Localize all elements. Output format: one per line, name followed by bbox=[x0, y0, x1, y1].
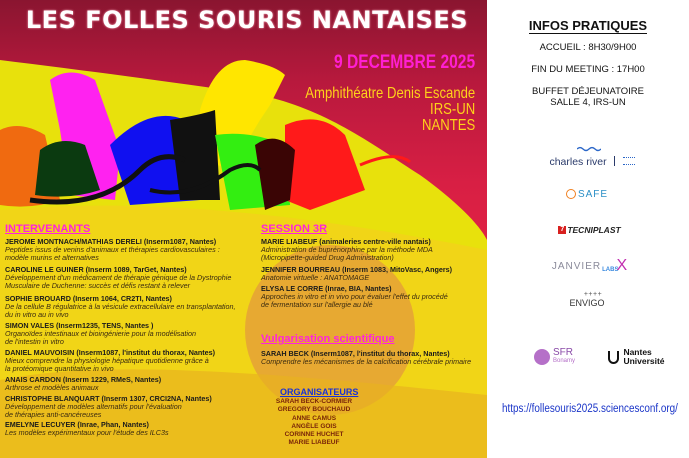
janvier-text: JANVIER bbox=[551, 260, 602, 272]
speaker-topic: modèle murins et alternatives bbox=[5, 253, 99, 263]
info-buffet bbox=[487, 86, 689, 108]
info-accueil: ACCUEIL : 8H30/9H00 bbox=[539, 42, 637, 53]
sfr-bonamy-text: Bonamy bbox=[552, 358, 575, 364]
organiser-name: ANGÈLE GOIS bbox=[291, 422, 337, 430]
logo-safe bbox=[547, 184, 627, 204]
speaker-entry bbox=[5, 238, 220, 263]
organiser-name: CORINNE HUCHET bbox=[284, 431, 344, 439]
speaker-topic: de l'intestin in vitro bbox=[5, 337, 64, 347]
speaker-topic: De la cellule B régulatrice à la vésicule extracellulaire en transplantation, bbox=[5, 302, 236, 312]
speaker-topic: Développement de modèles alternatifs pour l'évaluation bbox=[5, 402, 182, 412]
nantes-logo-icon bbox=[608, 351, 619, 364]
logo-nantes-universite bbox=[599, 345, 674, 369]
organisers-list bbox=[264, 398, 364, 448]
speaker-name: SIMON VALES (Inserm1235, TENS, Nantes ) bbox=[5, 321, 154, 330]
wave-icon bbox=[577, 146, 601, 152]
section-title-intervenants: INTERVENANTS bbox=[5, 223, 91, 235]
speaker-entry bbox=[261, 266, 452, 282]
speaker-topic: la protéomique quantitative in vivo bbox=[5, 364, 114, 374]
speaker-topic: Développement d'un médicament de thérapie génique de la Dystrophie bbox=[5, 273, 232, 283]
logo-envigo bbox=[557, 286, 617, 312]
janvier-x-icon: X bbox=[616, 257, 628, 274]
speaker-topic: Organoïdes intestinaux et bioingénierie pour la modélisation bbox=[5, 329, 196, 339]
speaker-entry bbox=[5, 421, 169, 437]
speaker-name: JEROME MONTNACH/MATHIAS DERELI (Inserm1087, Nantes) bbox=[5, 237, 217, 246]
nantes-text: Nantes bbox=[623, 347, 652, 357]
speaker-topic: Musculaire de Duchenne: succès et défis restant à relever bbox=[5, 281, 190, 291]
envigo-text: ENVIGO bbox=[569, 297, 605, 308]
speaker-topic: Peptides issus de venins d'animaux et thérapies cardiovasculaires : bbox=[5, 245, 220, 255]
speaker-entry bbox=[261, 350, 471, 366]
speaker-entry bbox=[5, 295, 236, 320]
poster-title: LES FOLLES SOURIS NANTAISES bbox=[25, 6, 469, 34]
venue-line: NANTES bbox=[421, 117, 475, 134]
charles-river-text: charles river bbox=[549, 156, 607, 168]
mice-illustration bbox=[0, 50, 487, 230]
speaker-entry bbox=[5, 322, 196, 347]
speaker-name: CHRISTOPHE BLANQUART (Inserm 1307, CRCI2NA, Nantes) bbox=[5, 394, 212, 403]
info-panel bbox=[487, 0, 689, 458]
tecniplast-icon: 7 bbox=[558, 226, 566, 234]
logo-janvier-labs bbox=[547, 255, 632, 277]
speaker-topic: du in vitro au in vivo bbox=[5, 310, 69, 320]
speaker-name: DANIEL MAUVOISIN (Inserm1087, l'institut du thorax, Nantes) bbox=[5, 348, 216, 357]
logo-sfr-bonamy bbox=[527, 345, 582, 369]
speaker-topic: (Micropipette-guided Drug Administration) bbox=[261, 253, 394, 263]
speaker-topic: Comprendre les mécanismes de la calcification cérébrale primaire bbox=[261, 357, 472, 367]
speaker-entry bbox=[5, 376, 161, 392]
speaker-topic: Les modèles expérimentaux pour l'étude des ILC3s bbox=[5, 428, 169, 438]
universite-text: Université bbox=[623, 356, 665, 366]
organiser-name: ANNE CAMUS bbox=[291, 414, 337, 422]
speaker-topic: de fermentation sur l'allergie au blé bbox=[261, 300, 373, 310]
speaker-name: JENNIFER BOURREAU (Inserm 1083, MitoVasc, Angers) bbox=[261, 265, 453, 274]
speaker-name: CAROLINE LE GUINER (Inserm 1089, TarGet, Nantes) bbox=[5, 265, 187, 274]
speaker-topic: Anatomie virtuelle : ANATOMAGE bbox=[261, 273, 370, 283]
section-title-organisateurs: ORGANISATEURS bbox=[280, 387, 359, 397]
sfr-text: SFR bbox=[552, 347, 573, 358]
speaker-name: EMELYNE LECUYER (Inrae, Phan, Nantes) bbox=[5, 420, 149, 429]
envigo-plus-icon: ++++ bbox=[583, 290, 603, 298]
speaker-topic: Mieux comprendre la physiologie hépatique quotidienne grâce à bbox=[5, 356, 209, 366]
safe-circle-icon bbox=[566, 189, 576, 199]
info-title-text: INFOS PRATIQUES bbox=[528, 18, 648, 33]
speaker-topic: Administration de buprénorphine par la méthode MDA bbox=[261, 245, 433, 255]
organiser-name: GREGORY BOUCHAUD bbox=[277, 406, 351, 414]
speaker-topic: Arthrose et modèles animaux bbox=[5, 383, 99, 393]
speaker-name: ANAIS CARDON (Inserm 1229, RMeS, Nantes) bbox=[5, 375, 162, 384]
logo-charles-river bbox=[537, 148, 647, 174]
tecniplast-text: TECNIPLAST bbox=[567, 225, 621, 235]
speaker-entry bbox=[5, 266, 231, 291]
speaker-topic: de thérapies anti-cancéreuses bbox=[5, 410, 102, 420]
speaker-name: SARAH BECK (Inserm1087, l'institut du thorax, Nantes) bbox=[261, 349, 450, 358]
sfr-globe-icon bbox=[534, 349, 550, 365]
conference-url-link[interactable]: https://follesouris2025.sciencesconf.org/ bbox=[502, 403, 678, 415]
organiser-name: MARIE LIABEUF bbox=[288, 439, 340, 447]
event-date: 9 DECEMBRE 2025 bbox=[333, 52, 475, 73]
info-end-time: FIN DU MEETING : 17H00 bbox=[531, 64, 645, 75]
safe-text: SAFE bbox=[577, 188, 609, 200]
speaker-entry bbox=[5, 349, 215, 374]
speaker-entry bbox=[5, 395, 212, 420]
venue-line: Amphithéatre Denis Escande bbox=[305, 85, 475, 102]
info-title bbox=[487, 18, 689, 33]
venue-line: IRS-UN bbox=[429, 101, 475, 118]
speaker-entry bbox=[261, 238, 433, 263]
section-title-vulgarisation: Vulgarisation scientifique bbox=[261, 333, 395, 345]
info-buffet-line: SALLE 4, IRS-UN bbox=[550, 97, 626, 108]
logo-tecniplast bbox=[542, 222, 637, 238]
speaker-entry bbox=[261, 285, 448, 310]
speaker-topic: Approches in vitro et in vivo pour évaluer l'effet du procédé bbox=[261, 292, 448, 302]
janvier-labs-text: LABS bbox=[602, 267, 619, 273]
speaker-name: MARIE LIABEUF (animaleries centre-ville nantais) bbox=[261, 237, 431, 246]
section-title-session-3r: SESSION 3R bbox=[261, 223, 328, 235]
speaker-name: ELYSA LE CORRE (Inrae, BIA, Nantes) bbox=[261, 284, 392, 293]
info-buffet-line: BUFFET DÉJEUNATOIRE bbox=[532, 86, 644, 97]
speaker-name: SOPHIE BROUARD (Inserm 1064, CR2TI, Nantes) bbox=[5, 294, 172, 303]
organiser-name: SARAH BECK-CORMIER bbox=[275, 398, 353, 405]
